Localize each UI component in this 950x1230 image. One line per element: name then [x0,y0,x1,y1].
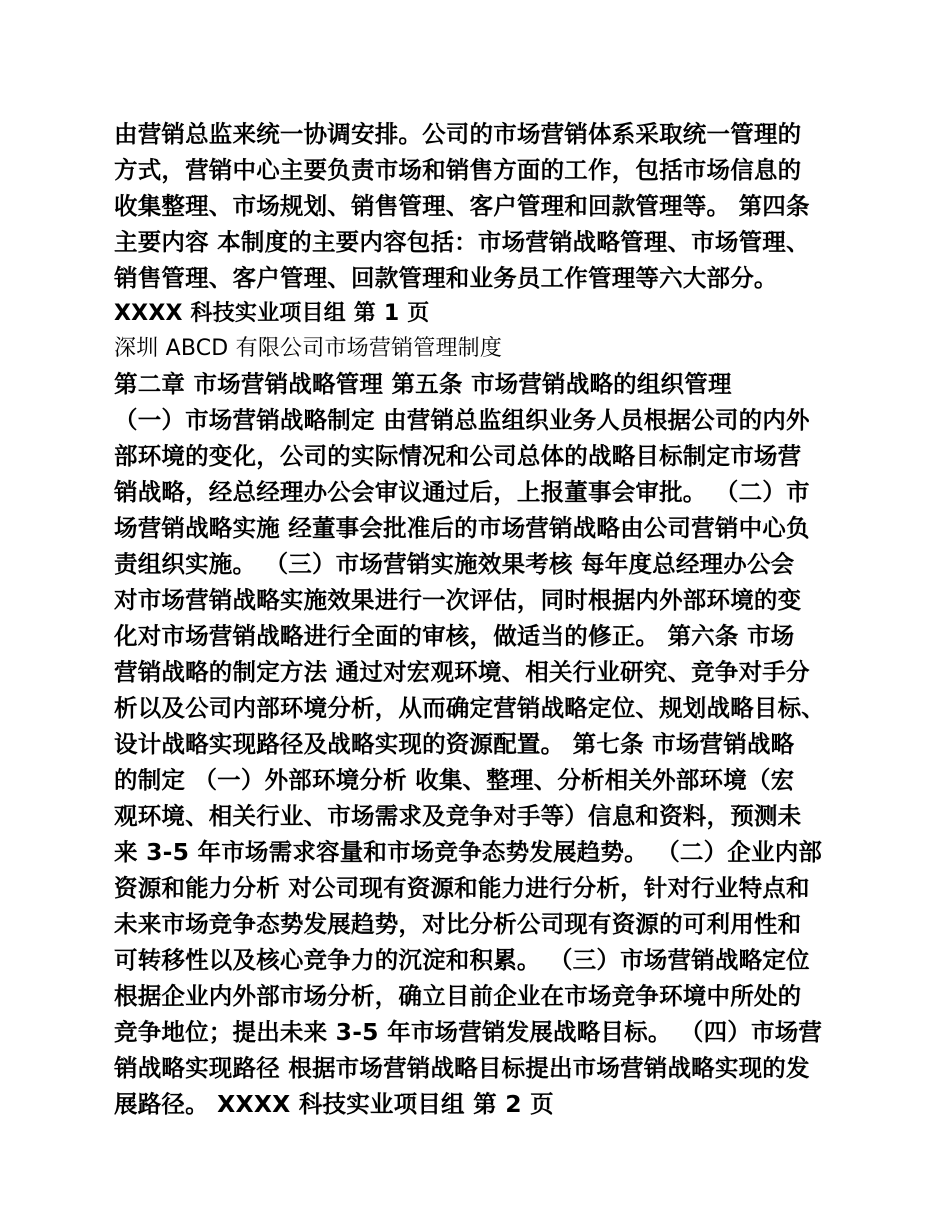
paragraph-line: 营销战略的制定方法 通过对宏观环境、相关行业研究、竞争对手分 [114,658,810,686]
paragraph-line: 部环境的变化，公司的实际情况和公司总体的战略目标制定市场营 [114,442,802,470]
paragraph-line: 方式，营销中心主要负责市场和销售方面的工作，包括市场信息的 [114,156,802,184]
paragraph-line: 化对市场营销战略进行全面的审核，做适当的修正。 第六条 市场 [114,622,795,650]
paragraph-line: 销售管理、客户管理、回款管理和业务员工作管理等六大部分。 [114,264,778,292]
document-body [114,116,850,1122]
paragraph-line: 收集整理、市场规划、销售管理、客户管理和回款管理等。 第四条 [114,192,810,220]
paragraph-line-with-footer: 展路径。 XXXX 科技实业项目组 第 2 页 [114,1090,554,1118]
paragraph-line: 销战略实现路径 根据市场营销战略目标提出市场营销战略实现的发 [114,1054,810,1082]
paragraph-line: 可转移性以及核心竞争力的沉淀和积累。 （三）市场营销战略定位 [114,946,810,974]
paragraph-line: 根据企业内外部市场分析，确立目前企业在市场竞争环境中所处的 [114,982,802,1010]
paragraph-line: 设计战略实现路径及战略实现的资源配置。 第七条 市场营销战略 [114,730,795,758]
paragraph-line: 的制定 （一）外部环境分析 收集、整理、分析相关外部环境（宏 [114,766,795,794]
paragraph-line: 竞争地位；提出未来 3-5 年市场营销发展战略目标。 （四）市场营 [114,1018,823,1046]
paragraph-line: 主要内容 本制度的主要内容包括：市场营销战略管理、市场管理、 [114,228,810,256]
paragraph-line: 场营销战略实施 经董事会批准后的市场营销战略由公司营销中心负 [114,514,810,542]
chapter-heading-line: 第二章 市场营销战略管理 第五条 市场营销战略的组织管理 [114,370,732,398]
paragraph-line: 来 3-5 年市场需求容量和市场竞争态势发展趋势。 （二）企业内部 [114,838,823,866]
paragraph-line: 销战略，经总经理办公会审议通过后，上报董事会审批。 （二）市 [114,478,810,506]
paragraph-line: 未来市场竞争态势发展趋势，对比分析公司现有资源的可利用性和 [114,910,802,938]
paragraph-line: 资源和能力分析 对公司现有资源和能力进行分析，针对行业特点和 [114,874,810,902]
paragraph-line: 对市场营销战略实施效果进行一次评估，同时根据内外部环境的变 [114,586,802,614]
paragraph-line: 责组织实施。 （三）市场营销实施效果考核 每年度总经理办公会 [114,550,795,578]
paragraph-line: 观环境、相关行业、市场需求及竞争对手等）信息和资料，预测未 [114,802,802,830]
paragraph-line: 由营销总监来统一协调安排。公司的市场营销体系采取统一管理的 [114,120,802,148]
page-header: 深圳 ABCD 有限公司市场营销管理制度 [114,336,503,361]
page-footer: XXXX 科技实业项目组 第 1 页 [114,301,430,326]
paragraph-line: 析以及公司内部环境分析，从而确定营销战略定位、规划战略目标、 [114,694,825,722]
paragraph-line: （一）市场营销战略制定 由营销总监组织业务人员根据公司的内外 [114,406,810,434]
